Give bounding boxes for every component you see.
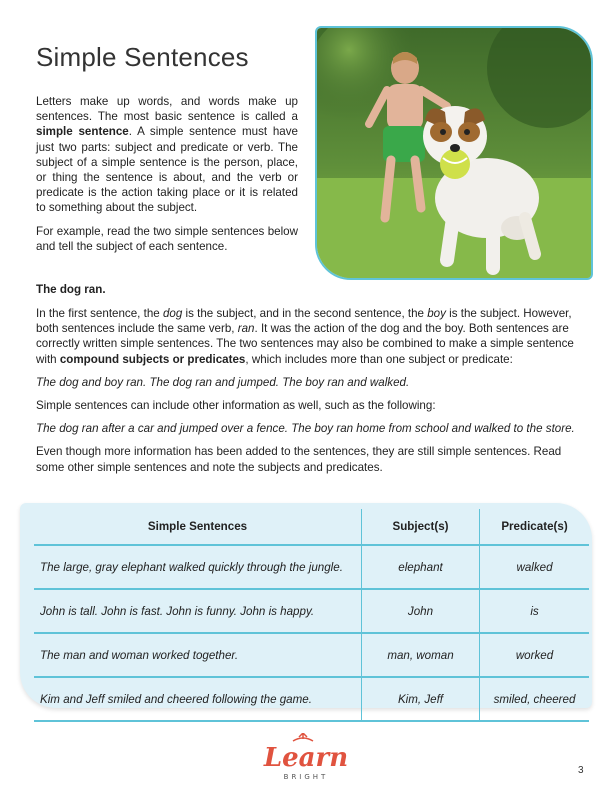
body-p1-boy: boy xyxy=(427,307,446,320)
table-cell-sentence: Kim and Jeff smiled and cheered following the game. xyxy=(34,677,362,721)
body-p1-b: is the subject, and in the second sentence, the xyxy=(182,307,428,320)
learn-bright-logo-graphic xyxy=(251,733,361,783)
header-simple-sentences: Simple Sentences xyxy=(34,509,362,545)
body-paragraph-1 xyxy=(36,306,581,367)
body-p2: The dog and boy ran. The dog ran and jumped. The boy ran and walked. xyxy=(36,375,410,389)
example-sentence: The dog ran. xyxy=(36,283,106,296)
table-cell-sentence: The large, gray elephant walked quickly through the jungle. xyxy=(34,545,362,589)
intro-p1-bold: simple sentence xyxy=(36,125,129,139)
table-row xyxy=(34,633,589,677)
table-cell-subject: man, woman xyxy=(362,633,480,677)
body-paragraph-2 xyxy=(36,375,581,390)
table-cell-predicate: worked xyxy=(480,633,590,677)
learn-bright-logo xyxy=(0,733,612,788)
body-p1-dog: dog xyxy=(162,307,183,320)
body-paragraph-5: Even though more information has been added to the sentences, they are still simple sentences. Read some other simple sentences and note the subjects and predicates. xyxy=(36,445,562,474)
body-text xyxy=(36,306,581,483)
table-cell-predicate: smiled, cheered xyxy=(480,677,590,721)
body-p1-a: In the first sentence, the xyxy=(36,307,163,320)
table-cell-subject: John xyxy=(362,589,480,633)
body-paragraph-3: Simple sentences can include other information as well, such as the following: xyxy=(36,399,436,413)
header-predicates: Predicate(s) xyxy=(480,509,590,545)
table-cell-predicate: is xyxy=(480,589,590,633)
body-p4: The dog ran after a car and jumped over a fence. The boy ran home from school and walked to the store. xyxy=(36,422,575,436)
logo-word: Learn xyxy=(263,743,349,773)
intro-p1-a: Letters make up words, and words make up sentences. The most basic sentence is called a xyxy=(36,95,298,124)
page-number: 3 xyxy=(578,765,584,776)
intro-p1-c: . A simple sentence must have just two parts: subject and predicate or verb. The subject of a simple sentence is the person, place, or thing the sentence is about, and the verb or predicate is the action taking place or it is related to something about the subject. xyxy=(36,125,298,215)
table-cell-subject: Kim, Jeff xyxy=(362,677,480,721)
table-cell-subject: elephant xyxy=(362,545,480,589)
page-title: Simple Sentences xyxy=(36,42,249,72)
body-p1-c: is the subject. However, both sentences include the same verb, xyxy=(36,307,572,336)
intro-paragraph-2: For example, read the two simple sentences below and tell the subject of each sentence. xyxy=(36,224,298,253)
sentence-table-panel xyxy=(20,503,592,708)
intro-paragraph-1 xyxy=(36,94,298,216)
table-cell-predicate: walked xyxy=(480,545,590,589)
intro-text xyxy=(36,94,298,262)
table-cell-sentence: The man and woman worked together. xyxy=(34,633,362,677)
body-p1-d: . It was the action of the dog and the boy. Both sentences are correctly written simple sentences. The two sentences may also be combined to make a simple sentence with xyxy=(36,322,574,366)
body-p1-bold: compound subjects or predicates xyxy=(59,352,246,366)
header-subjects: Subject(s) xyxy=(362,509,480,545)
sentence-table xyxy=(34,509,589,722)
body-p1-ran: ran xyxy=(237,322,255,336)
table-row xyxy=(34,677,589,721)
table-row xyxy=(34,589,589,633)
body-p1-e: , which includes more than one subject or predicate: xyxy=(245,352,513,366)
table-cell-sentence: John is tall. John is fast. John is funny. John is happy. xyxy=(34,589,362,633)
boy-and-dog-photo xyxy=(315,26,593,280)
body-paragraph-4 xyxy=(36,421,581,436)
table-header-row xyxy=(34,509,589,545)
table-row xyxy=(34,545,589,589)
logo-sub: BRIGHT xyxy=(283,773,329,781)
